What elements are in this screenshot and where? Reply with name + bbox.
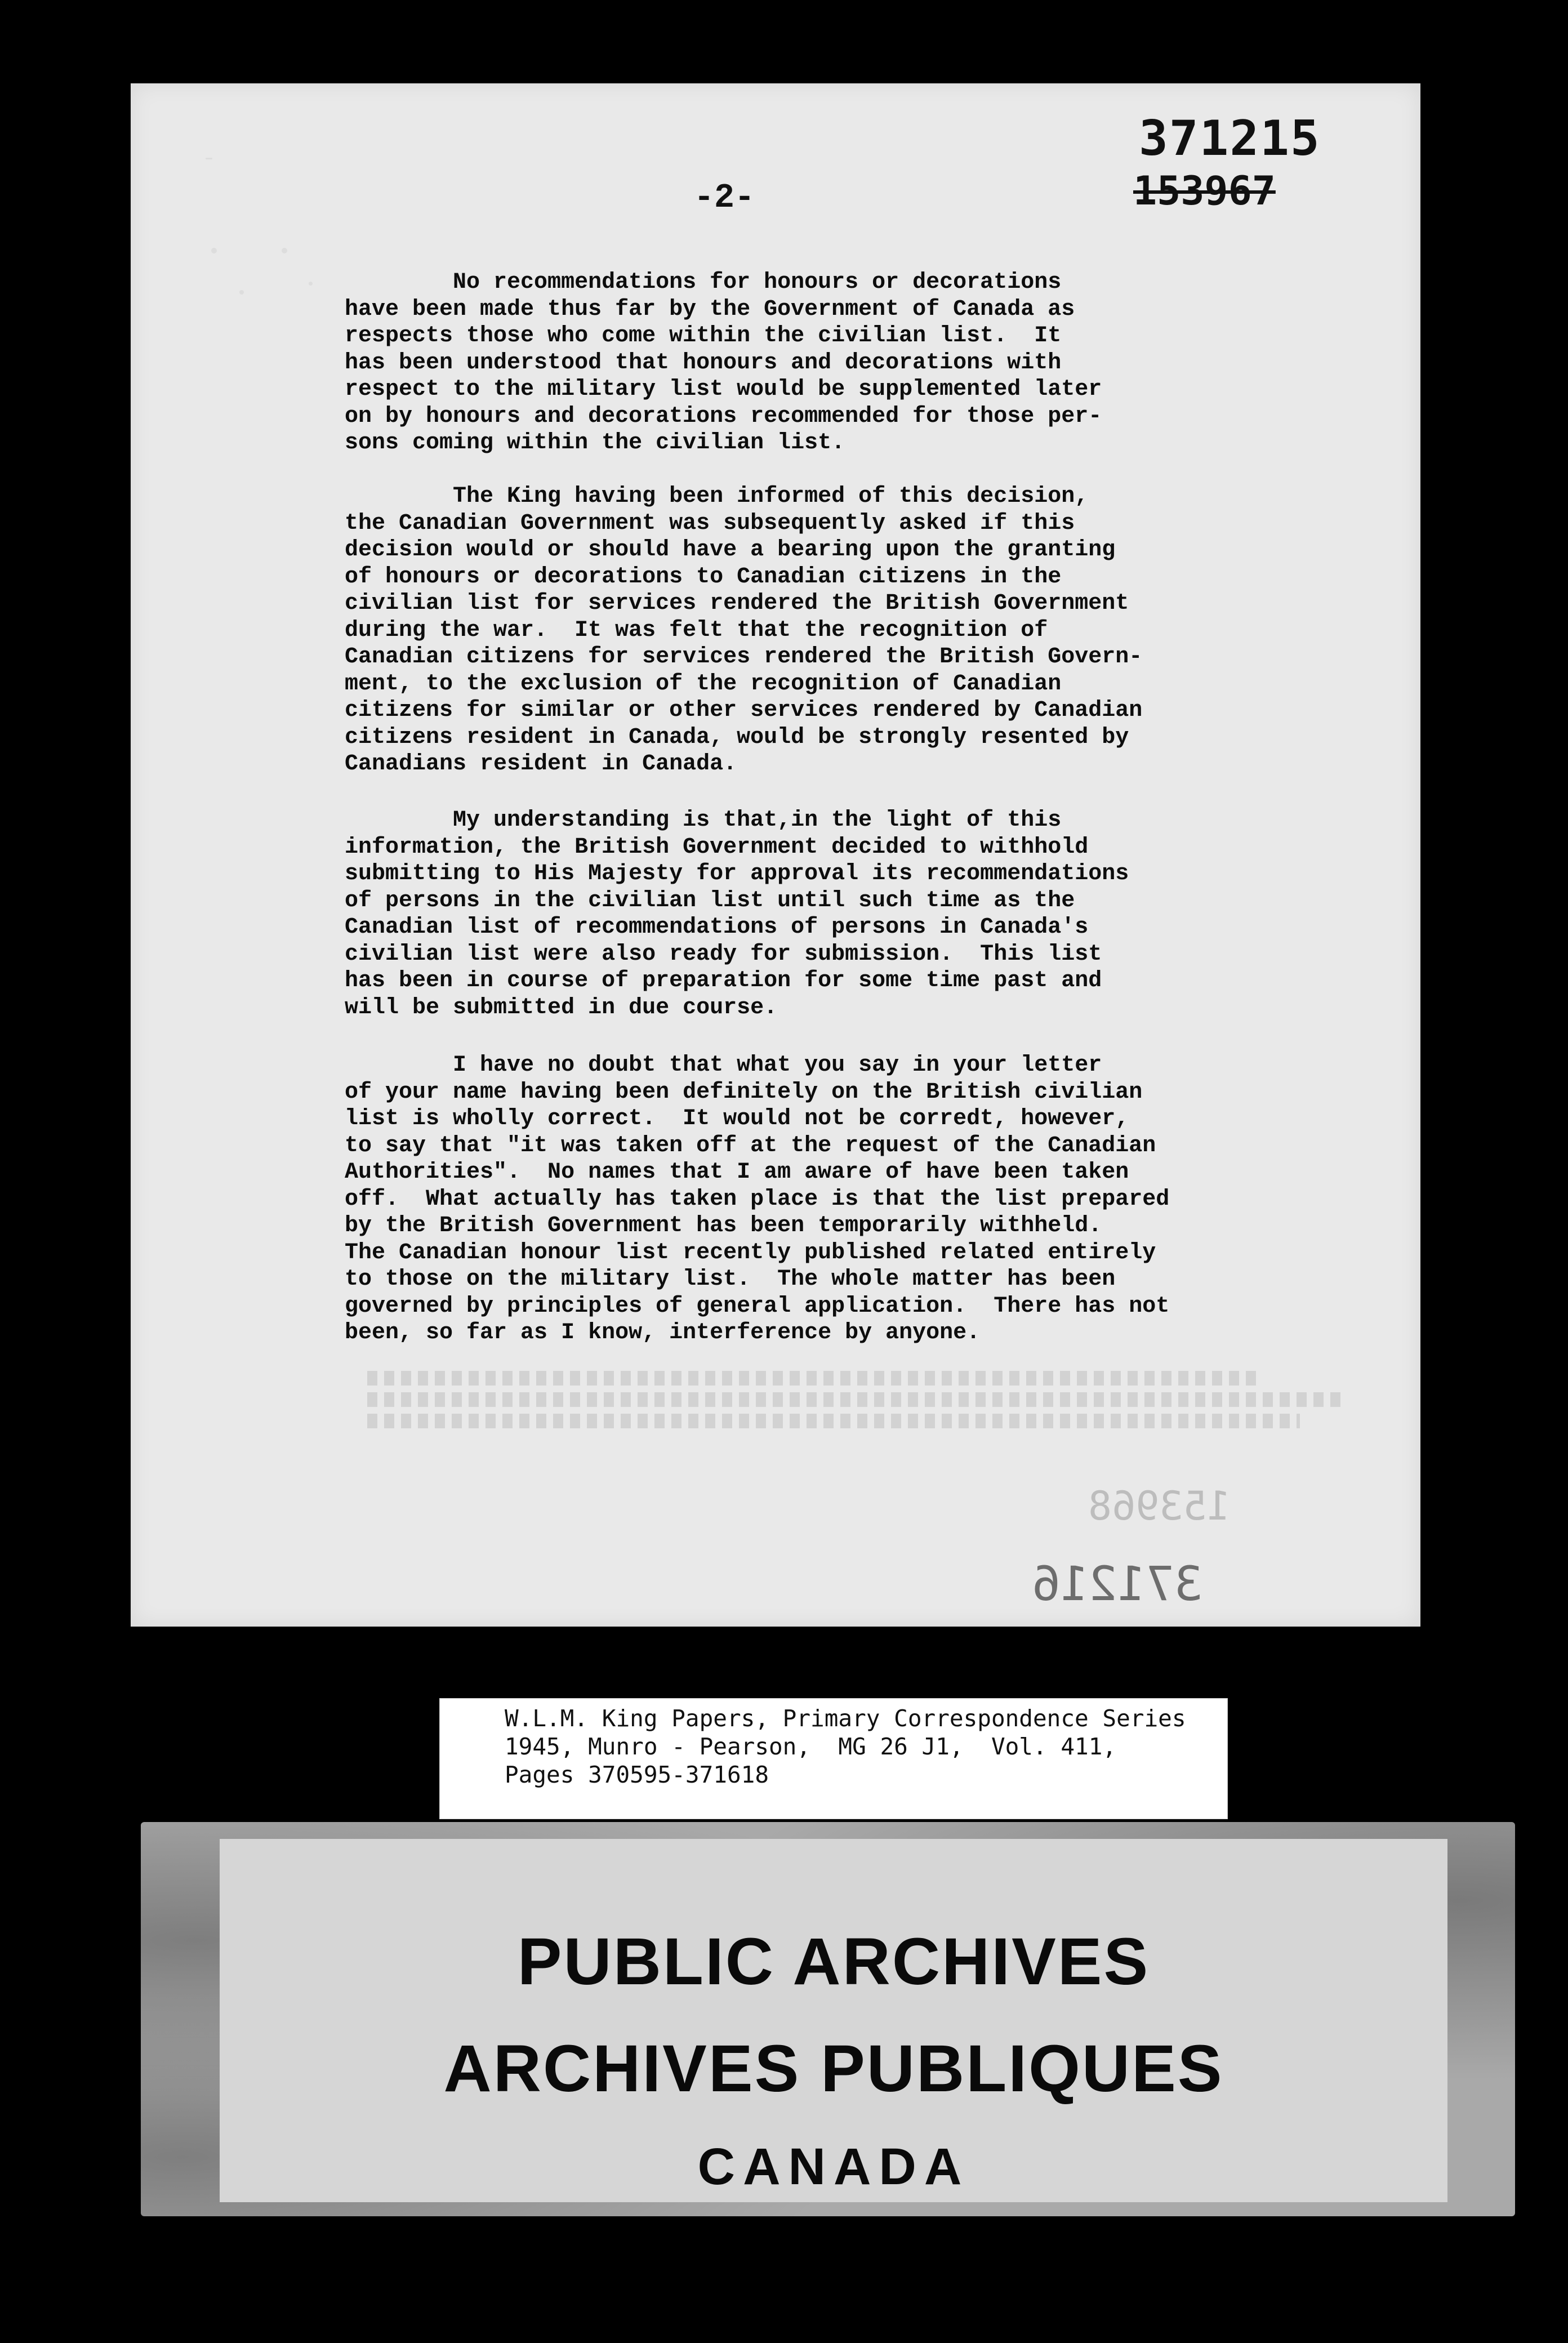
scan-speck xyxy=(282,248,287,253)
citation-line: 1945, Munro - Pearson, MG 26 J1, Vol. 411, xyxy=(505,1733,1117,1760)
bleed-through-text xyxy=(367,1339,1381,1435)
stamp-country: CANADA xyxy=(697,2138,970,2195)
scan-speck xyxy=(309,282,313,286)
bleed-through-number: 371216 xyxy=(1032,1556,1203,1611)
struck-through-number: 153967 xyxy=(1133,168,1276,214)
document-number: 371215 xyxy=(1139,110,1321,167)
scan-speck xyxy=(211,248,217,253)
archive-stamp-card xyxy=(141,1822,1515,2216)
citation-line: W.L.M. King Papers, Primary Correspondence Series xyxy=(505,1705,1186,1732)
scan-speck xyxy=(206,158,212,159)
letter-paragraph: No recommendations for honours or decorations have been made thus far by the Government of Canada as respects those who come within the civilian list. It has been understood that honours and decorations with respect to the military list would be supplemented later on by honours and decorations recommended for those per- sons coming within the civilian list. xyxy=(345,270,1102,456)
page-number-marker: -2- xyxy=(694,179,755,217)
citation-line: Pages 370595-371618 xyxy=(505,1761,769,1788)
scan-speck xyxy=(239,290,244,295)
archive-citation-label xyxy=(439,1698,1228,1819)
letter-paragraph: The King having been informed of this decision, the Canadian Government was subsequently asked if this decision would or should have a bearing upon the granting of honours or decorations to Canadian citizens in the civilian list for services rendered the British Government during the war. It was felt that the recognition of Canadian citizens for services rendered the British Govern- ment, to the exclusion of the recognition of Canadian citizens for similar or other services rendered by Canadian citizens resident in Canada, would be strongly resented by Canadians resident in Canada. xyxy=(345,484,1143,777)
document-page xyxy=(131,83,1420,1627)
stamp-title-english: PUBLIC ARCHIVES xyxy=(517,1925,1150,1999)
stamp-card-face xyxy=(220,1839,1447,2202)
stamp-title-french: ARCHIVES PUBLIQUES xyxy=(443,2032,1224,2106)
bleed-through-number: 153968 xyxy=(1088,1483,1231,1529)
letter-paragraph: My understanding is that,in the light of this information, the British Government decided to withhold submitting to His Majesty for approval its recommendations of persons in the civilian list until such time as the Canadian list of recommendations of persons in Canada's civilian list were also ready for submission. This list has been in course of preparation for some time past and will be submitted in due course. xyxy=(345,808,1129,1021)
letter-paragraph: I have no doubt that what you say in your letter of your name having been definitely on the British civilian list is wholly correct. It would not be corredt, however, to say that "it was taken off at the request of the Canadian Authorities". No names that I am aware of have been taken off. What actually has taken place is that the list prepared by the British Government has been temporarily withheld. The Canadian honour list recently published related entirely to those on the military list. The whole matter has been governed by principles of general application. There has not been, so far as I know, interference by anyone. xyxy=(345,1053,1170,1346)
